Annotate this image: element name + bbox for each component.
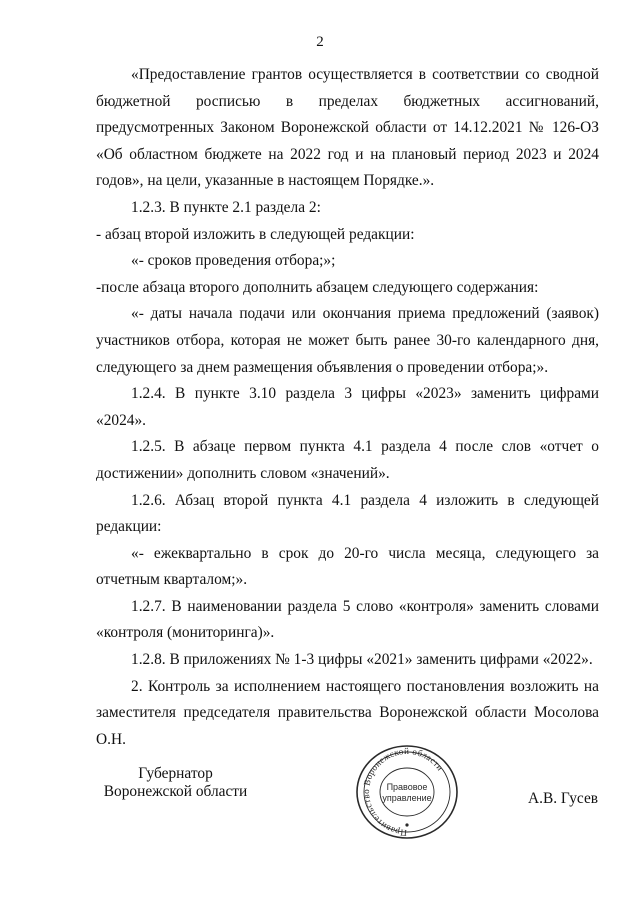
paragraph-1-2-5: 1.2.5. В абзаце первом пункта 4.1 раздела 4 после слов «отчет о достижении» дополнить словом «значений». <box>96 438 599 482</box>
paragraph-quote-dates: «- даты начала подачи или окончания приема предложений (заявок) участников отбора, которая не может быть ранее 30-го календарного дня, следующего за днем размещения объявления о проведении отбора;». <box>96 305 599 376</box>
stamp-center-line1: Правовое <box>386 782 428 792</box>
paragraph-1-2-4: 1.2.4. В пункте 3.10 раздела 3 цифры «2023» заменить цифрами «2024». <box>96 385 599 429</box>
paragraph-quote-quarterly: «- ежеквартально в срок до 20-го числа месяца, следующего за отчетным кварталом;». <box>96 544 599 589</box>
stamp-ring-text: Правительство Воронежской области <box>361 745 446 839</box>
legal-department-stamp <box>352 742 462 842</box>
signer-position <box>88 765 263 801</box>
signer-title: Губернатор <box>138 765 213 782</box>
signer-region: Воронежской области <box>103 783 248 800</box>
paragraph-quote-deadlines: «- сроков проведения отбора;»; <box>131 252 336 270</box>
paragraph-1-2-3: 1.2.3. В пункте 2.1 раздела 2: <box>131 198 321 216</box>
paragraph-after-second: -после абзаца второго дополнить абзацем следующего содержания: <box>96 278 539 296</box>
paragraph-grant-provision: «Предоставление грантов осуществляется в соответствии со сводной бюджетной росписью в пределах бюджетных ассигнований, предусмотренных Законом Воронежской области от 14.12.2021 № 126-ОЗ «Об областном бюджете на 2022 год и на плановый период 2023 и 2024 годов», на цели, указанные в настоящем Порядке.». <box>96 66 599 190</box>
paragraph-1-2-7: 1.2.7. В наименовании раздела 5 слово «контроля» заменить словами «контроля (мониторинга)». <box>96 597 599 642</box>
stamp-center-line2: управление <box>382 793 432 803</box>
stamp-dot-icon <box>405 823 408 826</box>
paragraph-1-2-8: 1.2.8. В приложениях № 1-3 цифры «2021» заменить цифрами «2022». <box>131 651 593 669</box>
document-body <box>96 62 599 753</box>
signer-name: А.В. Гусев <box>528 790 599 807</box>
page-number: 2 <box>316 34 324 50</box>
paragraph-1-2-6: 1.2.6. Абзац второй пункта 4.1 раздела 4 изложить в следующей редакции: <box>96 491 599 536</box>
paragraph-control: 2. Контроль за исполнением настоящего постановления возложить на заместителя председателя правительства Воронежской области Мосолова О.Н. <box>96 677 599 748</box>
paragraph-abzac-second: - абзац второй изложить в следующей редакции: <box>96 225 415 243</box>
